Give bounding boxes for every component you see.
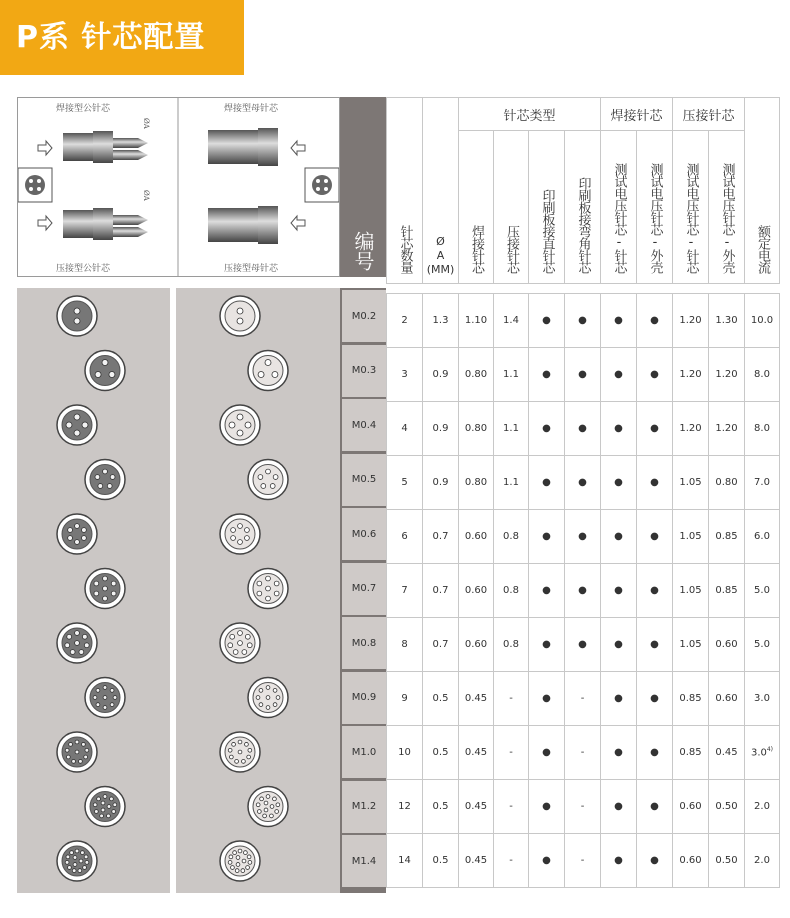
cell-pcb-angle: -	[565, 672, 601, 726]
cell-pins: 5	[387, 456, 423, 510]
cell-c-pin: 0.85	[673, 726, 709, 780]
connector-face-icon	[248, 678, 288, 718]
crimp-group-header: 压接针芯	[673, 98, 745, 131]
cell-c-pin: 1.20	[673, 402, 709, 456]
code-cell: M0.7	[342, 563, 386, 615]
cell-crimp: -	[494, 672, 529, 726]
cell-s-pin: ●	[601, 294, 637, 348]
cell-pcb-straight: ●	[529, 402, 565, 456]
cell-current: 2.0	[745, 834, 780, 888]
spec-table-body	[387, 294, 780, 888]
crimp-test-shell-header: 测试电压针芯-外壳	[709, 131, 745, 284]
table-row	[387, 726, 780, 780]
cell-c-shell: 0.50	[709, 834, 745, 888]
solder-group-header: 焊接针芯	[601, 98, 673, 131]
cell-pcb-angle: ●	[565, 510, 601, 564]
connector-face-icon	[220, 841, 260, 881]
connector-face-icon	[57, 623, 97, 663]
male-face-icons	[17, 288, 170, 893]
pin-count-header: 针芯数量	[387, 98, 423, 284]
cell-crimp: -	[494, 780, 529, 834]
connector-face-icon	[220, 623, 260, 663]
cell-a: 0.5	[423, 672, 459, 726]
cell-pcb-straight: ●	[529, 834, 565, 888]
spec-table	[386, 97, 780, 888]
cell-s-shell: ●	[637, 402, 673, 456]
cell-a: 0.9	[423, 402, 459, 456]
cell-current: 2.0	[745, 780, 780, 834]
code-cell: M1.2	[342, 781, 386, 833]
label-solder-female: 焊接型母针芯	[224, 104, 279, 114]
cell-pcb-straight: ●	[529, 672, 565, 726]
cell-a: 0.5	[423, 780, 459, 834]
cell-c-shell: 1.30	[709, 294, 745, 348]
cell-s-shell: ●	[637, 780, 673, 834]
cell-c-pin: 1.05	[673, 510, 709, 564]
cell-s-pin: ●	[601, 672, 637, 726]
type-crimp-header: 压接针芯	[494, 131, 529, 284]
cell-pcb-straight: ●	[529, 564, 565, 618]
connector-face-icon	[85, 351, 125, 391]
cell-pcb-angle: -	[565, 780, 601, 834]
connector-face-icon	[220, 405, 260, 445]
cell-pins: 8	[387, 618, 423, 672]
cell-pcb-straight: ●	[529, 294, 565, 348]
male-connector-faces	[17, 288, 173, 893]
code-cell: M0.2	[342, 290, 386, 342]
cell-solder: 0.80	[459, 402, 494, 456]
cell-c-shell: 0.85	[709, 510, 745, 564]
cell-s-shell: ●	[637, 672, 673, 726]
diameter-a-label-bottom: ØA	[142, 190, 150, 201]
connector-face-icon	[220, 296, 260, 336]
solder-test-shell-header: 测试电压针芯-外壳	[637, 131, 673, 284]
code-header-label: 编号	[351, 231, 375, 271]
cell-current: 5.0	[745, 564, 780, 618]
cell-c-pin: 0.60	[673, 780, 709, 834]
cell-pcb-angle: ●	[565, 456, 601, 510]
type-pcb-angle-header: 印刷板接弯角针芯	[565, 131, 601, 284]
cell-solder: 0.80	[459, 456, 494, 510]
code-column-header	[340, 97, 386, 277]
cell-crimp: 0.8	[494, 510, 529, 564]
cell-c-shell: 1.20	[709, 402, 745, 456]
cell-pins: 14	[387, 834, 423, 888]
solder-test-pin-header: 测试电压针芯-针芯	[601, 131, 637, 284]
cell-pcb-straight: ●	[529, 618, 565, 672]
label-crimp-female: 压接型母针芯	[224, 264, 279, 274]
table-row	[387, 834, 780, 888]
cell-c-pin: 1.05	[673, 456, 709, 510]
table-row	[387, 510, 780, 564]
connector-face-icon	[57, 405, 97, 445]
female-face-icons	[176, 288, 340, 893]
cell-s-pin: ●	[601, 618, 637, 672]
cell-s-shell: ●	[637, 564, 673, 618]
cell-crimp: 0.8	[494, 618, 529, 672]
code-column	[340, 288, 386, 893]
cell-s-pin: ●	[601, 402, 637, 456]
cell-a: 0.9	[423, 348, 459, 402]
code-cell: M1.0	[342, 726, 386, 778]
cell-s-pin: ●	[601, 510, 637, 564]
cell-pcb-straight: ●	[529, 726, 565, 780]
table-row	[387, 618, 780, 672]
cell-s-shell: ●	[637, 348, 673, 402]
cell-a: 1.3	[423, 294, 459, 348]
cell-current: 3.0	[745, 672, 780, 726]
cell-pcb-angle: ●	[565, 618, 601, 672]
connector-face-icon	[85, 569, 125, 609]
cell-pcb-angle: ●	[565, 402, 601, 456]
type-solder-header: 焊接针芯	[459, 131, 494, 284]
cell-a: 0.7	[423, 510, 459, 564]
cell-crimp: 0.8	[494, 564, 529, 618]
page-title-banner	[0, 0, 244, 75]
cell-solder: 0.60	[459, 618, 494, 672]
cell-crimp: 1.1	[494, 402, 529, 456]
cell-c-shell: 0.85	[709, 564, 745, 618]
cell-s-pin: ●	[601, 564, 637, 618]
cell-pins: 12	[387, 780, 423, 834]
connector-face-icon	[248, 569, 288, 609]
cell-c-pin: 1.05	[673, 564, 709, 618]
table-row	[387, 672, 780, 726]
connector-face-icon	[248, 460, 288, 500]
cell-current: 7.0	[745, 456, 780, 510]
label-solder-male: 焊接型公针芯	[56, 104, 111, 114]
cell-current: 3.0$^{4)}$	[745, 726, 780, 780]
cell-pins: 2	[387, 294, 423, 348]
connector-face-icon	[248, 351, 288, 391]
cell-a: 0.5	[423, 726, 459, 780]
cell-pins: 10	[387, 726, 423, 780]
connector-face-icon	[57, 296, 97, 336]
cell-pcb-straight: ●	[529, 348, 565, 402]
cell-solder: 0.60	[459, 510, 494, 564]
cell-a: 0.7	[423, 618, 459, 672]
cell-current: 5.0	[745, 618, 780, 672]
cell-crimp: 1.1	[494, 348, 529, 402]
cell-pcb-straight: ●	[529, 510, 565, 564]
cell-c-shell: 0.60	[709, 672, 745, 726]
cell-c-shell: 1.20	[709, 348, 745, 402]
crimp-test-pin-header: 测试电压针芯-针芯	[673, 131, 709, 284]
cell-pins: 4	[387, 402, 423, 456]
cell-a: 0.7	[423, 564, 459, 618]
cell-c-pin: 1.20	[673, 294, 709, 348]
cell-s-shell: ●	[637, 456, 673, 510]
current-footnote: 4)	[766, 746, 774, 754]
cell-s-shell: ●	[637, 510, 673, 564]
cell-s-pin: ●	[601, 834, 637, 888]
cell-crimp: -	[494, 726, 529, 780]
cell-crimp: 1.1	[494, 456, 529, 510]
cell-current: 8.0	[745, 348, 780, 402]
cell-pcb-straight: ●	[529, 780, 565, 834]
cell-a: 0.9	[423, 456, 459, 510]
page-title: P系 针芯配置	[16, 20, 206, 55]
code-cell: M0.8	[342, 617, 386, 669]
cell-c-pin: 0.85	[673, 672, 709, 726]
cell-c-pin: 0.60	[673, 834, 709, 888]
diameter-header: Ø A (MM)	[423, 98, 459, 284]
cell-solder: 0.45	[459, 780, 494, 834]
cell-current: 8.0	[745, 402, 780, 456]
cell-pcb-angle: ●	[565, 564, 601, 618]
cell-s-pin: ●	[601, 348, 637, 402]
connector-face-icon	[57, 732, 97, 772]
cell-c-shell: 0.80	[709, 456, 745, 510]
cell-c-shell: 0.45	[709, 726, 745, 780]
cell-crimp: 1.4	[494, 294, 529, 348]
connector-face-icon	[220, 514, 260, 554]
cell-pcb-angle: ●	[565, 348, 601, 402]
header-group-row	[387, 98, 780, 131]
cell-pcb-straight: ●	[529, 456, 565, 510]
cell-s-pin: ●	[601, 726, 637, 780]
table-row	[387, 456, 780, 510]
connector-face-icon	[220, 732, 260, 772]
cell-solder: 0.60	[459, 564, 494, 618]
cell-solder: 0.80	[459, 348, 494, 402]
cell-s-shell: ●	[637, 834, 673, 888]
cell-pcb-angle: ●	[565, 294, 601, 348]
cell-solder: 1.10	[459, 294, 494, 348]
cell-solder: 0.45	[459, 726, 494, 780]
code-cell: M0.6	[342, 508, 386, 560]
cell-solder: 0.45	[459, 672, 494, 726]
cell-a: 0.5	[423, 834, 459, 888]
cell-pins: 6	[387, 510, 423, 564]
cell-s-pin: ●	[601, 780, 637, 834]
cell-pins: 9	[387, 672, 423, 726]
code-cell: M0.4	[342, 399, 386, 451]
cell-current: 6.0	[745, 510, 780, 564]
cell-c-shell: 0.60	[709, 618, 745, 672]
label-crimp-male: 压接型公针芯	[56, 264, 111, 274]
table-row	[387, 348, 780, 402]
code-cell: M0.3	[342, 345, 386, 397]
cell-pins: 3	[387, 348, 423, 402]
connector-illustration-panel	[17, 97, 340, 277]
cell-pcb-angle: -	[565, 726, 601, 780]
cell-solder: 0.45	[459, 834, 494, 888]
cell-s-shell: ●	[637, 618, 673, 672]
diameter-a-label-top: ØA	[142, 118, 150, 129]
cell-c-pin: 1.20	[673, 348, 709, 402]
type-pcb-straight-header: 印刷板接直针芯	[529, 131, 565, 284]
table-row	[387, 294, 780, 348]
code-cell: M0.9	[342, 672, 386, 724]
table-row	[387, 780, 780, 834]
cell-crimp: -	[494, 834, 529, 888]
cell-current: 10.0	[745, 294, 780, 348]
cell-s-shell: ●	[637, 726, 673, 780]
table-row	[387, 402, 780, 456]
code-cell: M1.4	[342, 835, 386, 887]
rated-current-header: 额定电流	[745, 98, 780, 284]
connector-face-icon	[57, 841, 97, 881]
code-cell: M0.5	[342, 454, 386, 506]
connector-drawings	[18, 98, 339, 276]
cell-s-shell: ●	[637, 294, 673, 348]
connector-face-icon	[85, 460, 125, 500]
cell-s-pin: ●	[601, 456, 637, 510]
cell-c-pin: 1.05	[673, 618, 709, 672]
female-connector-faces	[176, 288, 340, 893]
cell-pcb-angle: -	[565, 834, 601, 888]
connector-face-icon	[57, 514, 97, 554]
table-row	[387, 564, 780, 618]
pin-type-group-header: 针芯类型	[459, 98, 601, 131]
connector-face-icon	[85, 787, 125, 827]
cell-c-shell: 0.50	[709, 780, 745, 834]
connector-face-icon	[248, 787, 288, 827]
cell-pins: 7	[387, 564, 423, 618]
connector-face-icon	[85, 678, 125, 718]
